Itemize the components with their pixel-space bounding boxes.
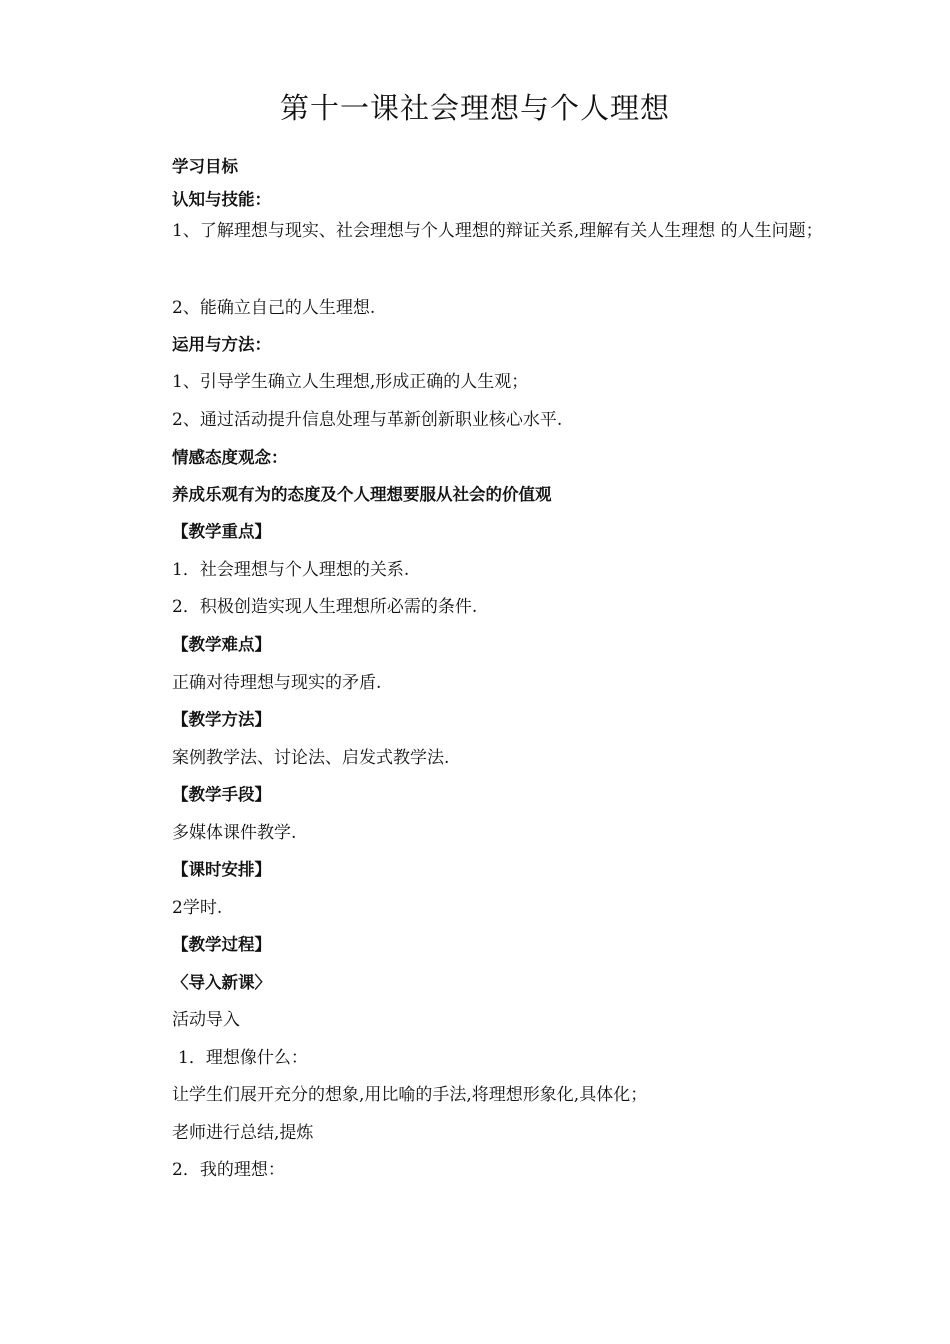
- schedule-heading: 【课时安排】: [172, 860, 271, 879]
- emotion-text: 养成乐观有为的态度及个人理想要服从社会的价值观: [172, 485, 552, 504]
- method-item-2: 2、通过活动提升信息处理与革新创新职业核心水平.: [172, 410, 563, 430]
- cognition-heading: 认知与技能：: [172, 190, 271, 209]
- teaching-means-heading: 【教学手段】: [172, 785, 271, 804]
- page-title: 第十一课社会理想与个人理想: [279, 91, 670, 125]
- schedule-text: 2学时.: [172, 898, 223, 918]
- teaching-method-heading: 【教学方法】: [172, 710, 271, 729]
- activity-item-1: 1．理想像什么：: [178, 1048, 308, 1068]
- objectives-heading: 学习目标: [172, 157, 238, 176]
- activity-heading: 活动导入: [172, 1010, 240, 1030]
- key-points-heading: 【教学重点】: [172, 522, 271, 541]
- activity-item-2: 让学生们展开充分的想象,用比喻的手法,将理想形象化,具体化；: [172, 1085, 648, 1105]
- key-point-1: 1．社会理想与个人理想的关系.: [172, 560, 410, 580]
- activity-item-4: 2．我的理想：: [172, 1160, 285, 1180]
- difficulty-heading: 【教学难点】: [172, 635, 271, 654]
- method-heading: 运用与方法：: [172, 335, 271, 354]
- teaching-method-text: 案例教学法、讨论法、启发式教学法.: [172, 748, 450, 768]
- activity-item-3: 老师进行总结,提炼: [172, 1123, 314, 1143]
- difficulty-text: 正确对待理想与现实的矛盾.: [172, 673, 382, 693]
- key-point-2: 2．积极创造实现人生理想所必需的条件.: [172, 597, 478, 617]
- teaching-means-text: 多媒体课件教学.: [172, 823, 297, 843]
- cognition-item-2: 2、能确立自己的人生理想.: [172, 298, 376, 318]
- process-heading: 【教学过程】: [172, 935, 271, 954]
- intro-heading: 〈导入新课〉: [172, 973, 271, 992]
- cognition-item-1: 1、了解理想与现实、社会理想与个人理想的辩证关系,理解有关人生理想 的人生问题；: [172, 221, 823, 241]
- emotion-heading: 情感态度观念：: [172, 448, 288, 467]
- method-item-1: 1、引导学生确立人生理想,形成正确的人生观；: [172, 372, 529, 392]
